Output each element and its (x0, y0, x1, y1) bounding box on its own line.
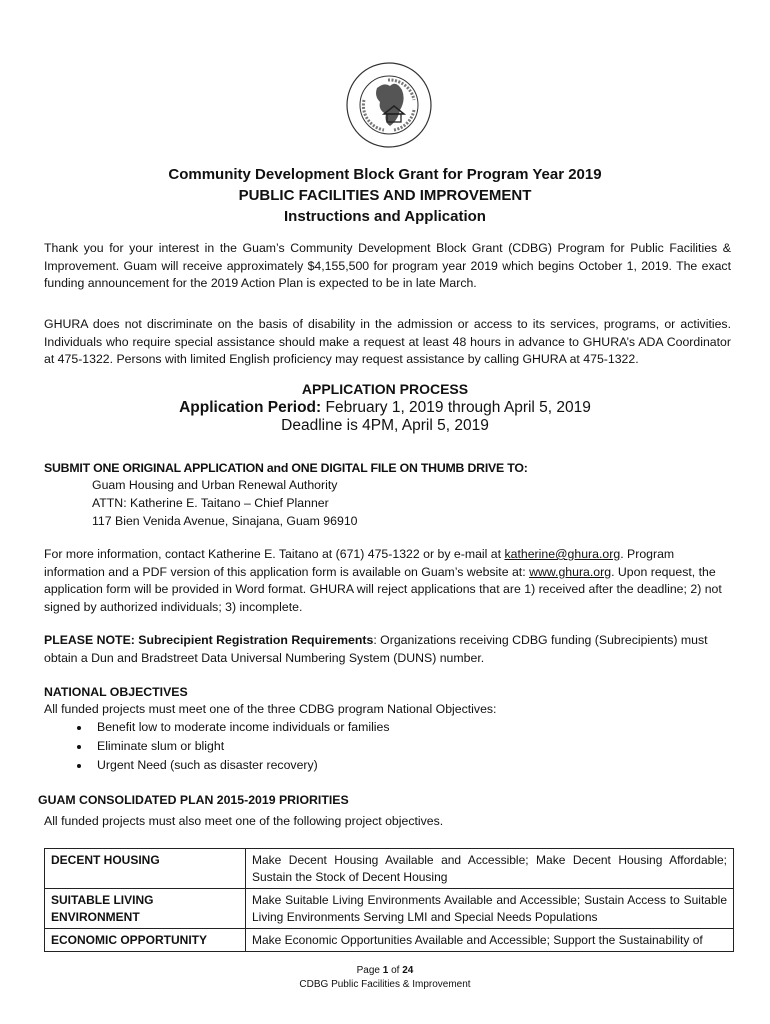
priority-value: Make Decent Housing Available and Accessible; Make Decent Housing Affordable; Sustain the Stock of Decent Housing (246, 849, 734, 889)
footer-title: CDBG Public Facilities & Improvement (299, 979, 471, 990)
priority-key: DECENT HOUSING (45, 849, 246, 889)
national-objectives-intro: All funded projects must meet one of the three CDBG program National Objectives: (44, 702, 497, 716)
note-label: PLEASE NOTE: Subrecipient Registration Requirements (44, 633, 374, 647)
priority-key: ECONOMIC OPPORTUNITY (45, 929, 246, 952)
page-number (0, 963, 770, 978)
deadline-line: Deadline is 4PM, April 5, 2019 (281, 417, 489, 434)
intro-paragraph-2: GHURA does not discriminate on the basis of disability in the admission or access to its services, programs, or activities. Individuals who require special assistance should make a request at least 48 hours in advance to GHURA’s ADA Coordinator at 475-1322. Persons with limited English proficiency may request assistance by calling GHURA at 475-1322. (44, 317, 731, 367)
website-link[interactable]: www.ghura.org (529, 564, 612, 579)
intro-paragraph-1: Thank you for your interest in the Guam’s Community Development Block Grant (CDBG) Program for Public Facilities & Improvement. Guam will receive approximately $4,155,500 for program year 2019 which begins October 1, 2019. The exact funding announcement for the 2019 Action Plan is expected to be in late March. (44, 241, 731, 291)
list-item: • Urgent Need (such as disaster recovery) (91, 756, 390, 775)
ghura-seal-logo (344, 60, 434, 150)
application-period-label: Application Period: (179, 399, 322, 416)
page-prefix: Page (356, 965, 383, 976)
attn-value: Katherine E. Taitano – Chief Planner (130, 496, 329, 510)
list-item: • Benefit low to moderate income individuals or families (91, 718, 390, 737)
attn-label: ATTN: (92, 496, 127, 510)
application-period (0, 398, 770, 417)
contact-text-2: . Program information and a PDF version of this application form is available on Guam’s website at: (44, 547, 675, 579)
application-process-heading: APPLICATION PROCESS (301, 381, 469, 397)
contact-text-3: . Upon request, the application form will be provided in Word format. GHURA will reject applications that are 1) received after the deadline; 2) not signed by authorized individuals; 3) incomplete. (44, 564, 722, 614)
priority-value: Make Economic Opportunities Available and Accessible; Support the Sustainability of (246, 929, 734, 952)
national-objectives-heading: NATIONAL OBJECTIVES (44, 685, 188, 699)
contact-paragraph (44, 546, 731, 616)
contact-text-1: For more information, contact Katherine E. Taitano at (671) 475-1322 or by e-mail at (44, 547, 505, 561)
note-text: : Organizations receiving CDBG funding (Subrecipients) must obtain a Dun and Bradstreet Data Universal Numbering System (DUNS) number. (44, 633, 708, 665)
submit-heading: SUBMIT ONE ORIGINAL APPLICATION and ONE DIGITAL FILE ON THUMB DRIVE TO: (44, 461, 528, 475)
title-line-2: PUBLIC FACILITIES AND IMPROVEMENT (238, 187, 532, 204)
table-row (45, 889, 734, 929)
page-current: 1 (382, 965, 389, 976)
submit-address: 117 Bien Venida Avenue, Sinajana, Guam 96910 (92, 514, 358, 528)
title-line-3: Instructions and Application (284, 208, 486, 225)
submit-attn (92, 494, 329, 512)
table-row (45, 849, 734, 889)
priorities-intro: All funded projects must also meet one of the following project objectives. (44, 814, 444, 828)
contact-email-link[interactable]: katherine@ghura.org (504, 547, 621, 561)
submit-org: Guam Housing and Urban Renewal Authority (92, 478, 338, 492)
title-line-1: Community Development Block Grant for Program Year 2019 (168, 166, 602, 183)
document-title-block (0, 164, 770, 227)
priorities-table (44, 848, 734, 952)
table-row (45, 929, 734, 952)
note-paragraph (44, 632, 731, 667)
page-of: of (388, 965, 403, 976)
priority-value: Make Suitable Living Environments Available and Accessible; Sustain Access to Suitable Living Environments Serving LMI and Special Needs Populations (246, 889, 734, 929)
application-period-value: February 1, 2019 through April 5, 2019 (325, 399, 591, 416)
national-objectives-list (44, 718, 390, 775)
priorities-heading: GUAM CONSOLIDATED PLAN 2015-2019 PRIORITIES (38, 793, 349, 807)
priority-key: SUITABLE LIVING ENVIRONMENT (45, 889, 246, 929)
list-item: • Eliminate slum or blight (91, 737, 390, 756)
page-total: 24 (402, 965, 414, 976)
